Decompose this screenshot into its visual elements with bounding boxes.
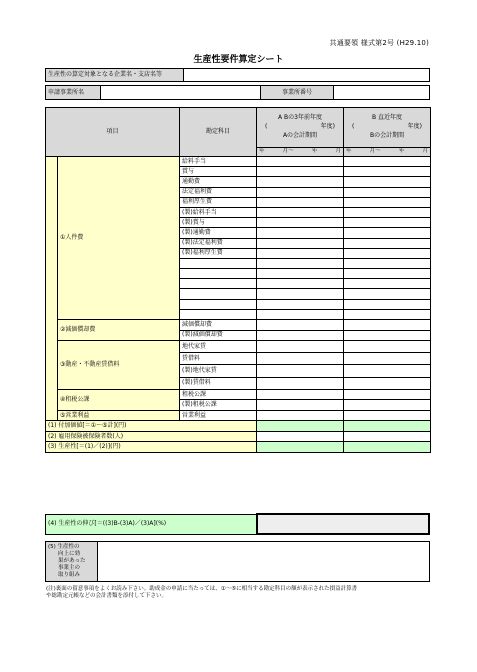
value-cell-b[interactable] — [344, 279, 431, 289]
table-row — [46, 389, 431, 400]
value-cell-b[interactable] — [344, 309, 431, 319]
section5-table — [45, 541, 430, 582]
value-cell-b[interactable] — [344, 167, 431, 177]
value-cell-b[interactable] — [344, 365, 431, 377]
account-name: 租税公課 — [180, 389, 257, 400]
value-cell-a[interactable] — [257, 400, 344, 411]
company-label: 生産性の算定対象となる企業名・支店名等 — [46, 69, 184, 82]
value-cell-a[interactable] — [257, 410, 344, 421]
value-cell-a[interactable] — [257, 197, 344, 207]
col-item-header: 項目 — [46, 108, 180, 157]
value-cell-b[interactable] — [344, 410, 431, 421]
account-name: (製)減価償却費 — [180, 330, 257, 341]
page-title: 生産性要件算定シート — [193, 55, 284, 65]
account-name — [180, 279, 257, 289]
calc-row-2-a[interactable] — [257, 431, 344, 442]
account-name: 地代家賃 — [180, 341, 257, 353]
value-cell-a[interactable] — [257, 258, 344, 268]
calc-row-2-label: (2) 雇用保険被保険者数(人) — [46, 431, 257, 442]
growth-value[interactable] — [257, 514, 430, 534]
value-cell-b[interactable] — [344, 177, 431, 187]
account-name — [180, 309, 257, 319]
form-id: 共通要領 様式第2号 (H29.10) — [329, 39, 429, 47]
applicant-label: 申請事業所名 — [46, 86, 101, 100]
account-name: (製)賞与 — [180, 218, 257, 228]
value-cell-a[interactable] — [257, 389, 344, 400]
value-cell-b[interactable] — [344, 187, 431, 197]
value-cell-a[interactable] — [257, 289, 344, 299]
value-cell-a[interactable] — [257, 238, 344, 248]
value-cell-b[interactable] — [344, 341, 431, 353]
main-table — [45, 107, 431, 453]
growth-table — [45, 513, 430, 535]
account-name: 営業利益 — [180, 410, 257, 421]
calc-row-1-b[interactable] — [344, 421, 431, 432]
value-cell-a[interactable] — [257, 228, 344, 238]
value-cell-b[interactable] — [344, 258, 431, 268]
calc-row-2-b[interactable] — [344, 431, 431, 442]
calc-row-3-label: (3) 生産性[＝(1)／(2)](円) — [46, 442, 257, 453]
group-label-rent: ③動産・不動産賃借料 — [58, 341, 180, 390]
company-input[interactable] — [184, 69, 430, 82]
calc-row-3-a[interactable] — [257, 442, 344, 453]
value-cell-a[interactable] — [257, 309, 344, 319]
value-cell-a[interactable] — [257, 157, 344, 167]
value-cell-b[interactable] — [344, 269, 431, 279]
value-cell-b[interactable] — [344, 238, 431, 248]
value-cell-b[interactable] — [344, 377, 431, 389]
value-cell-a[interactable] — [257, 320, 344, 331]
value-cell-b[interactable] — [344, 197, 431, 207]
calc-row-1-a[interactable] — [257, 421, 344, 432]
value-cell-b[interactable] — [344, 299, 431, 309]
calc-row-3-b[interactable] — [344, 442, 431, 453]
value-cell-a[interactable] — [257, 279, 344, 289]
account-name: 法定福利費 — [180, 187, 257, 197]
growth-label: (4) 生産性の伸び[＝((3)B-(3)A)／(3)A](%) — [46, 514, 257, 534]
account-name: 賃借料 — [180, 353, 257, 365]
value-cell-a[interactable] — [257, 341, 344, 353]
account-name — [180, 269, 257, 279]
applicant-input[interactable] — [101, 86, 261, 100]
account-name: (製)給料手当 — [180, 207, 257, 217]
value-cell-a[interactable] — [257, 365, 344, 377]
value-cell-a[interactable] — [257, 187, 344, 197]
table-row — [46, 410, 431, 421]
value-cell-a[interactable] — [257, 248, 344, 258]
value-cell-a[interactable] — [257, 353, 344, 365]
section5-input[interactable] — [98, 542, 430, 582]
account-name: 賞与 — [180, 167, 257, 177]
account-name: 給料手当 — [180, 157, 257, 167]
col-b-header: B 直近年度 ( 年度) Bの会計期間 — [344, 108, 431, 148]
account-name: (製)福利厚生費 — [180, 248, 257, 258]
value-cell-b[interactable] — [344, 218, 431, 228]
section5-label: (5) 生産性の 向上に効 果があった 事業主の 取り組み — [46, 542, 98, 582]
group-label-depreciation: ②減価償却費 — [58, 320, 180, 341]
value-cell-b[interactable] — [344, 389, 431, 400]
group-label-profit: ⑤営業利益 — [58, 410, 180, 421]
table-row — [46, 157, 431, 167]
account-name: (製)賃借料 — [180, 377, 257, 389]
group-label-tax: ④租税公課 — [58, 389, 180, 410]
value-cell-b[interactable] — [344, 207, 431, 217]
office-number-label: 事業所番号 — [261, 86, 334, 100]
value-cell-a[interactable] — [257, 207, 344, 217]
account-rows — [46, 157, 431, 421]
value-cell-a[interactable] — [257, 218, 344, 228]
account-name: (製)地代家賃 — [180, 365, 257, 377]
account-name: 減価償却費 — [180, 320, 257, 331]
account-name — [180, 289, 257, 299]
col-a-header: A Bの3年前年度 ( 年度) Aの会計期間 — [257, 108, 344, 148]
calc-row-1-label: (1) 付加価値[＝①～⑤計](円) — [46, 421, 257, 432]
value-cell-a[interactable] — [257, 167, 344, 177]
value-cell-b[interactable] — [344, 320, 431, 331]
table-row — [46, 341, 431, 353]
office-number-input[interactable] — [334, 86, 430, 100]
value-cell-b[interactable] — [344, 228, 431, 238]
account-name: (製)通勤費 — [180, 228, 257, 238]
account-name — [180, 258, 257, 268]
account-name — [180, 299, 257, 309]
value-cell-b[interactable] — [344, 248, 431, 258]
col-a-period[interactable]: 年 月～ 年 月 — [257, 148, 344, 157]
group-label-personnel: ①人件費 — [58, 157, 180, 320]
value-cell-a[interactable] — [257, 269, 344, 279]
group-indent-strip — [46, 157, 58, 421]
top-info-table — [45, 68, 430, 82]
table-row — [46, 320, 431, 331]
value-cell-b[interactable] — [344, 157, 431, 167]
value-cell-b[interactable] — [344, 289, 431, 299]
account-name: (製)法定福利費 — [180, 238, 257, 248]
applicant-table — [45, 85, 430, 100]
value-cell-a[interactable] — [257, 177, 344, 187]
value-cell-a[interactable] — [257, 330, 344, 341]
value-cell-b[interactable] — [344, 400, 431, 411]
value-cell-b[interactable] — [344, 353, 431, 365]
account-name: (製)租税公課 — [180, 400, 257, 411]
value-cell-a[interactable] — [257, 299, 344, 309]
col-account-header: 勘定科目 — [180, 108, 257, 157]
account-name: 通勤費 — [180, 177, 257, 187]
value-cell-b[interactable] — [344, 330, 431, 341]
col-b-period[interactable]: 年 月～ 年 月 — [344, 148, 431, 157]
account-name: 福利厚生費 — [180, 197, 257, 207]
value-cell-a[interactable] — [257, 377, 344, 389]
footnote: (注)裏面の留意事項をよくお読み下さい。助成金の申請に当たっては、①～⑤に相当する勘定科目の額が表示された損益計算書 や総勘定元帳などの会計書類を添付して下さい。 — [46, 586, 358, 600]
